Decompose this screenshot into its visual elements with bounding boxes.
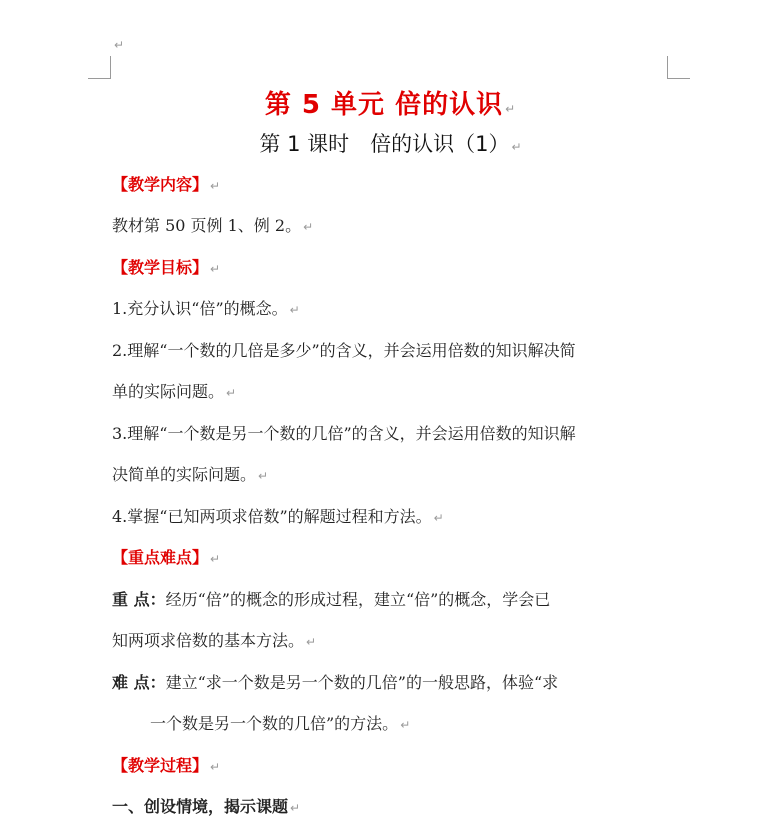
paragraph-mark-icon: ↵ bbox=[289, 303, 300, 317]
paragraph-mark-icon: ↵ bbox=[226, 386, 237, 400]
goal-item-1[interactable]: 1.充分认识“倍”的概念。 ↵ bbox=[112, 299, 300, 318]
paragraph-mark-icon: ↵ bbox=[290, 801, 301, 815]
goal-item-2-line-1[interactable]: 2.理解“一个数的几倍是多少”的含义，并会运用倍数的知识解决简 bbox=[112, 341, 576, 360]
margin-corner-top-right bbox=[667, 56, 690, 79]
process-step-1[interactable]: 一、创设情境，揭示课题 ↵ bbox=[112, 797, 301, 816]
difficulty-label: 难 点： bbox=[112, 673, 166, 692]
content-text[interactable]: 教材第 50 页例 1、例 2。 ↵ bbox=[112, 216, 314, 235]
section-heading-content[interactable]: 【教学内容】 ↵ bbox=[112, 175, 221, 194]
key-point-line-1[interactable]: 重 点：经历“倍”的概念的形成过程，建立“倍”的概念，学会已 bbox=[112, 590, 551, 609]
goal-item-2-line-2[interactable]: 单的实际问题。 ↵ bbox=[112, 382, 237, 401]
section-heading-key-points[interactable]: 【重点难点】 ↵ bbox=[112, 548, 221, 567]
document-title[interactable]: 第 5 单元 倍的认识 ↵ bbox=[264, 90, 517, 120]
difficulty-line-2[interactable]: 一个数是另一个数的几倍”的方法。 ↵ bbox=[150, 714, 411, 733]
goal-item-4[interactable]: 4.掌握“已知两项求倍数”的解题过程和方法。 ↵ bbox=[112, 507, 444, 526]
paragraph-mark-icon: ↵ bbox=[505, 102, 517, 116]
goal-item-3-line-1[interactable]: 3.理解“一个数是另一个数的几倍”的含义，并会运用倍数的知识解 bbox=[112, 424, 576, 443]
paragraph-mark-icon: ↵ bbox=[433, 511, 444, 525]
key-point-line-2[interactable]: 知两项求倍数的基本方法。 ↵ bbox=[112, 631, 317, 650]
goal-item-3-line-2[interactable]: 决简单的实际问题。 ↵ bbox=[112, 465, 269, 484]
paragraph-mark-icon: ↵ bbox=[114, 38, 125, 52]
paragraph-mark-icon: ↵ bbox=[210, 262, 221, 276]
paragraph-mark-icon: ↵ bbox=[258, 469, 269, 483]
paragraph-mark-icon: ↵ bbox=[306, 635, 317, 649]
lesson-subtitle[interactable]: 第 1 课时 倍的认识（1） ↵ bbox=[259, 132, 522, 156]
difficulty-line-1[interactable]: 难 点：建立“求一个数是另一个数的几倍”的一般思路，体验“求 bbox=[112, 673, 559, 692]
paragraph-mark-icon: ↵ bbox=[511, 140, 522, 154]
section-heading-process[interactable]: 【教学过程】 ↵ bbox=[112, 756, 221, 775]
key-point-label: 重 点： bbox=[112, 590, 166, 609]
section-heading-goals[interactable]: 【教学目标】 ↵ bbox=[112, 258, 221, 277]
paragraph-mark-icon: ↵ bbox=[210, 552, 221, 566]
paragraph-mark-icon: ↵ bbox=[400, 718, 411, 732]
paragraph-mark-icon: ↵ bbox=[210, 179, 221, 193]
margin-corner-top-left bbox=[88, 56, 111, 79]
paragraph-mark-icon: ↵ bbox=[303, 220, 314, 234]
paragraph-mark-icon: ↵ bbox=[210, 760, 221, 774]
